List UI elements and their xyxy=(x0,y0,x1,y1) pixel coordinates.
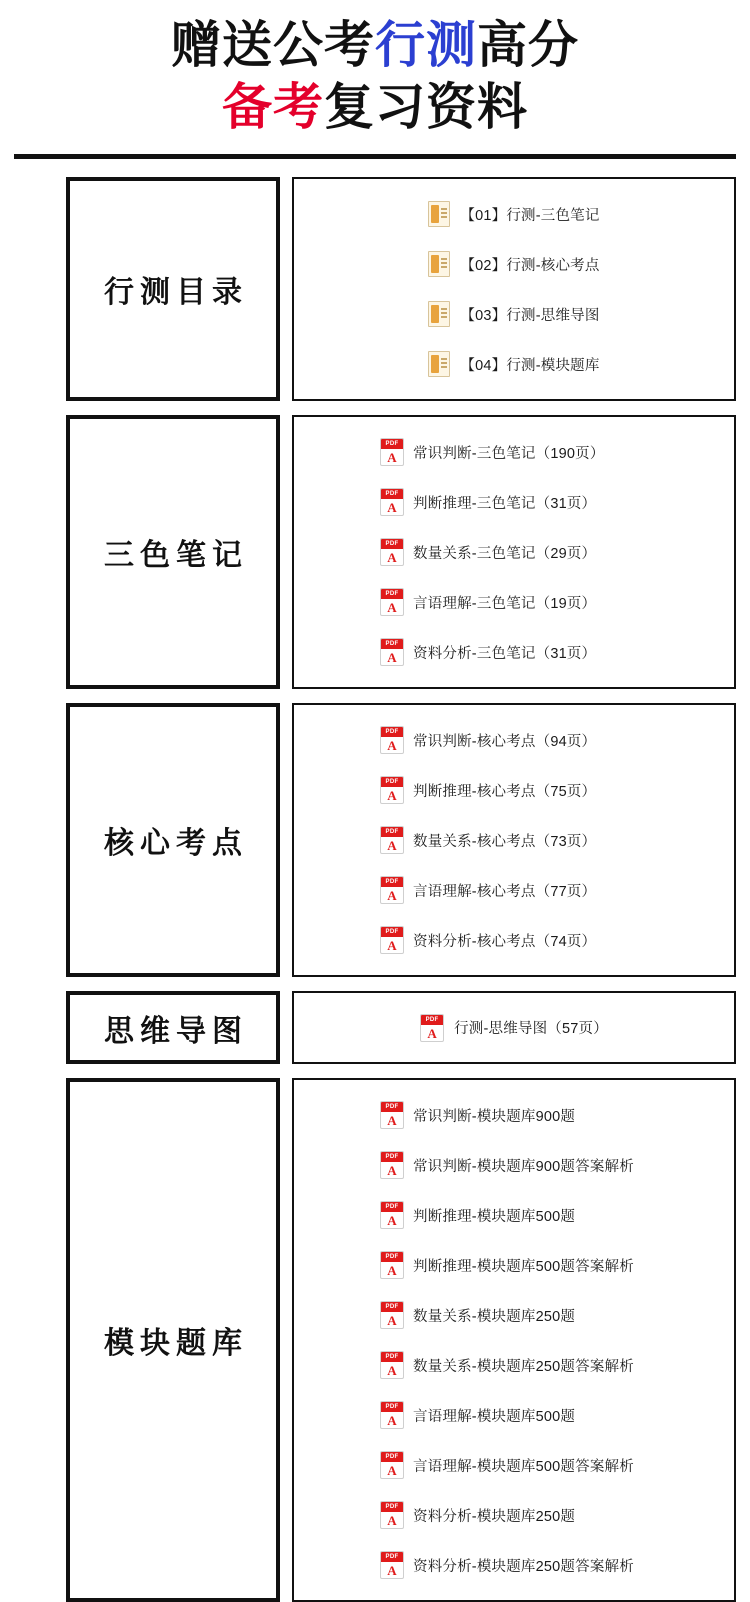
section-label-4: 模块题库 xyxy=(104,1327,248,1360)
list-item[interactable] xyxy=(294,1540,734,1590)
list-item-label: 判断推理-模块题库500题答案解析 xyxy=(413,1258,634,1275)
list-item[interactable] xyxy=(294,1440,734,1490)
pdf-icon: PDF A xyxy=(380,638,404,666)
header-text-1a: 赠送公考 xyxy=(171,17,375,73)
list-item-label: 言语理解-核心考点（77页） xyxy=(413,883,597,900)
pdf-icon: PDF A xyxy=(380,726,404,754)
section-label-box-0 xyxy=(66,177,280,401)
pdf-icon: PDF A xyxy=(380,876,404,904)
list-item[interactable] xyxy=(294,1290,734,1340)
list-item-label: 资料分析-模块题库250题答案解析 xyxy=(413,1558,634,1575)
list-item-label: 【02】行测-核心考点 xyxy=(460,257,600,274)
list-item[interactable] xyxy=(294,1003,734,1052)
list-item-label: 资料分析-模块题库250题 xyxy=(413,1508,576,1525)
pdf-icon: PDF A xyxy=(380,1251,404,1279)
pdf-icon: PDF A xyxy=(380,1101,404,1129)
page-header xyxy=(14,0,736,159)
header-text-2a: 备考 xyxy=(222,79,324,135)
list-item-label: 常识判断-模块题库900题答案解析 xyxy=(413,1158,634,1175)
section-list-4 xyxy=(292,1078,736,1602)
header-line-2 xyxy=(14,76,736,138)
list-item-label: 【01】行测-三色笔记 xyxy=(460,207,600,224)
list-item[interactable] xyxy=(294,1190,734,1240)
pdf-icon: PDF A xyxy=(420,1014,444,1042)
section-directory xyxy=(14,177,736,401)
list-item[interactable] xyxy=(294,577,734,627)
header-text-2b: 复习资料 xyxy=(324,79,528,135)
list-item[interactable] xyxy=(294,339,734,389)
list-item[interactable] xyxy=(294,527,734,577)
list-item-label: 常识判断-模块题库900题 xyxy=(413,1108,576,1125)
section-module-bank xyxy=(14,1078,736,1602)
pdf-icon: PDF A xyxy=(380,1551,404,1579)
list-item[interactable] xyxy=(294,815,734,865)
list-item-label: 资料分析-三色笔记（31页） xyxy=(413,645,597,662)
list-item[interactable] xyxy=(294,627,734,677)
header-divider xyxy=(14,154,736,159)
section-label-box-1 xyxy=(66,415,280,689)
section-label-0: 行测目录 xyxy=(104,276,248,309)
list-item-label: 行测-思维导图（57页） xyxy=(454,1021,608,1037)
doc-icon xyxy=(428,251,450,277)
pdf-icon: PDF A xyxy=(380,1351,404,1379)
list-item-label: 判断推理-模块题库500题 xyxy=(413,1208,576,1225)
section-label-box-4 xyxy=(66,1078,280,1602)
pdf-icon: PDF A xyxy=(380,588,404,616)
list-item[interactable] xyxy=(294,1140,734,1190)
pdf-icon: PDF A xyxy=(380,1401,404,1429)
list-item-label: 常识判断-核心考点（94页） xyxy=(413,733,597,750)
pdf-icon: PDF A xyxy=(380,776,404,804)
section-label-box-3 xyxy=(66,991,280,1064)
list-item-label: 【04】行测-模块题库 xyxy=(460,357,600,374)
list-item[interactable] xyxy=(294,477,734,527)
doc-icon xyxy=(428,301,450,327)
list-item-label: 【03】行测-思维导图 xyxy=(460,307,600,324)
list-item-label: 数量关系-三色笔记（29页） xyxy=(413,545,597,562)
section-list-1 xyxy=(292,415,736,689)
pdf-icon: PDF A xyxy=(380,488,404,516)
pdf-icon: PDF A xyxy=(380,1201,404,1229)
header-line-1 xyxy=(14,14,736,76)
doc-icon xyxy=(428,351,450,377)
list-item-label: 判断推理-核心考点（75页） xyxy=(413,783,597,800)
pdf-icon: PDF A xyxy=(380,826,404,854)
section-three-color-notes xyxy=(14,415,736,689)
section-label-2: 核心考点 xyxy=(104,827,248,860)
section-label-3: 思维导图 xyxy=(104,1014,248,1048)
list-item[interactable] xyxy=(294,189,734,239)
section-core-points xyxy=(14,703,736,977)
list-item[interactable] xyxy=(294,289,734,339)
list-item-label: 数量关系-核心考点（73页） xyxy=(413,833,597,850)
section-label-1: 三色笔记 xyxy=(104,539,248,572)
list-item-label: 数量关系-模块题库250题答案解析 xyxy=(413,1358,634,1375)
list-item-label: 数量关系-模块题库250题 xyxy=(413,1308,576,1325)
section-mindmap xyxy=(14,991,736,1064)
section-label-box-2 xyxy=(66,703,280,977)
list-item[interactable] xyxy=(294,715,734,765)
pdf-icon: PDF A xyxy=(380,1451,404,1479)
doc-icon xyxy=(428,201,450,227)
pdf-icon: PDF A xyxy=(380,926,404,954)
section-list-2 xyxy=(292,703,736,977)
list-item[interactable] xyxy=(294,1490,734,1540)
header-text-1b: 行测 xyxy=(375,17,477,73)
pdf-icon: PDF A xyxy=(380,1151,404,1179)
pdf-icon: PDF A xyxy=(380,1301,404,1329)
section-list-0 xyxy=(292,177,736,401)
list-item[interactable] xyxy=(294,1090,734,1140)
pdf-icon: PDF A xyxy=(380,438,404,466)
list-item[interactable] xyxy=(294,915,734,965)
header-text-1c: 高分 xyxy=(477,17,579,73)
list-item[interactable] xyxy=(294,427,734,477)
list-item[interactable] xyxy=(294,239,734,289)
list-item[interactable] xyxy=(294,1390,734,1440)
list-item-label: 常识判断-三色笔记（190页） xyxy=(413,445,605,462)
list-item[interactable] xyxy=(294,765,734,815)
list-item[interactable] xyxy=(294,865,734,915)
list-item[interactable] xyxy=(294,1240,734,1290)
list-item-label: 判断推理-三色笔记（31页） xyxy=(413,495,597,512)
list-item-label: 言语理解-模块题库500题答案解析 xyxy=(413,1458,634,1475)
list-item[interactable] xyxy=(294,1340,734,1390)
list-item-label: 言语理解-模块题库500题 xyxy=(413,1408,576,1425)
section-list-3 xyxy=(292,991,736,1064)
list-item-label: 资料分析-核心考点（74页） xyxy=(413,933,597,950)
pdf-icon: PDF A xyxy=(380,1501,404,1529)
pdf-icon: PDF A xyxy=(380,538,404,566)
list-item-label: 言语理解-三色笔记（19页） xyxy=(413,595,597,612)
